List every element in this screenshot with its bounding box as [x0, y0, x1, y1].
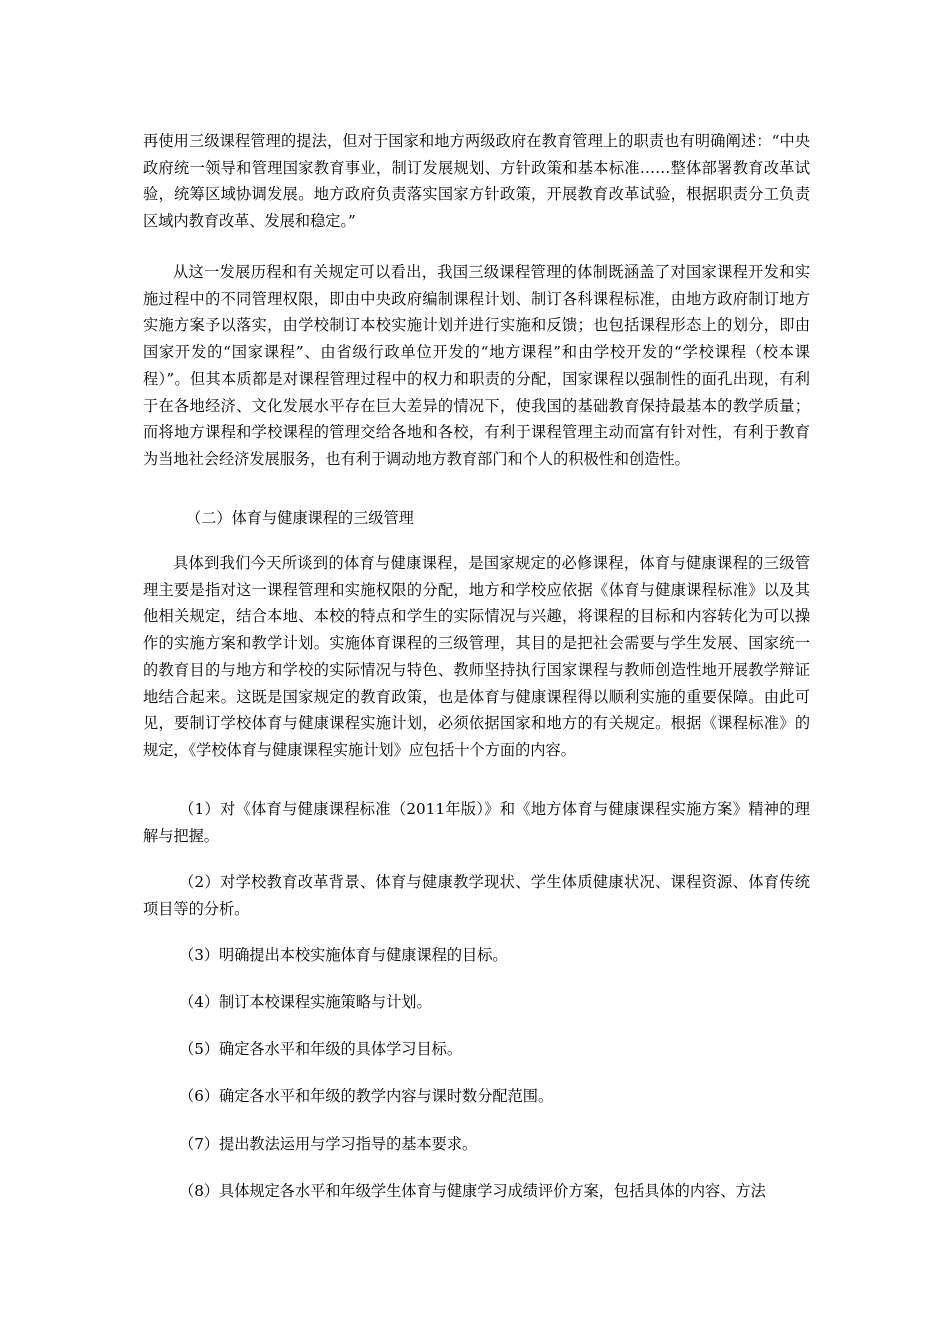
list-item: （7）提出教法运用与学习指导的基本要求。 [179, 1135, 478, 1153]
section-heading: （二）体育与健康课程的三级管理 [186, 509, 414, 527]
paragraph-pe-curriculum: 具体到我们今天所谈到的体育与健康课程，是国家规定的必修课程，体育与健康课程的三级管理主要是指对这一课程管理和实施权限的分配，地方和学校应依据《体育与健康课程标准》以及其他相关规定，结合本地、本校的特点和学生的实际情况与兴趣，将课程的目标和内容转化为可以操作的实施方案和教学计划。实施体育课程的三级管理，其目的是把社会需要与学生发展、国家统一的教育目的与地方和学校的实际情况与特色、教师坚持执行国家课程与教师创造性地开展教学辩证地结合起来。这既是国家规定的教育政策，也是体育与健康课程得以顺利实施的重要保障。由此可见，要制订学校体育与健康课程实施计划，必须依据国家和地方的有关规定。根据《课程标准》的规定，《学校体育与健康课程实施计划》应包括十个方面的内容。 [143, 554, 810, 759]
paragraph-continued: 再使用三级课程管理的提法，但对于国家和地方两级政府在教育管理上的职责也有明确阐述：“中央政府统一领导和管理国家教育事业，制订发展规划、方针政策和基本标准……整体部署教育改革试验，统筹区域协调发展。地方政府负责落实国家方针政策，开展教育改革试验，根据职责分工负责区域内教育改革、发展和稳定。” [143, 132, 810, 231]
list-item: （2）对学校教育改革背景、体育与健康教学现状、学生体质健康状况、课程资源、体育传统项目等的分析。 [143, 873, 810, 918]
list-item: （4）制订本校课程实施策略与计划。 [179, 993, 432, 1011]
list-item: （5）确定各水平和年级的具体学习目标。 [179, 1040, 463, 1058]
list-item: （8）具体规定各水平和年级学生体育与健康学习成绩评价方案，包括具体的内容、方法 [179, 1182, 766, 1200]
list-item: （6）确定各水平和年级的教学内容与课时数分配范围。 [179, 1087, 554, 1105]
list-item: （3）明确提出本校实施体育与健康课程的目标。 [179, 946, 508, 964]
paragraph-development-history: 从这一发展历程和有关规定可以看出，我国三级课程管理的体制既涵盖了对国家课程开发和实施过程中的不同管理权限，即由中央政府编制课程计划、制订各科课程标准，由地方政府制订地方实施方案予以落实，由学校制订本校实施计划并进行实施和反馈；也包括课程形态上的划分，即由国家开发的“国家课程”、由省级行政单位开发的“地方课程”和由学校开发的“学校课程（校本课程）”。但其本质都是对课程管理过程中的权力和职责的分配，国家课程以强制性的面孔出现，有利于在各地经济、文化发展水平存在巨大差异的情况下，使我国的基础教育保持最基本的教学质量；而将地方课程和学校课程的管理交给各地和各校，有利于课程管理主动而富有针对性，有利于教育为当地社会经济发展服务，也有利于调动地方教育部门和个人的积极性和创造性。 [143, 263, 810, 468]
list-item: （1）对《体育与健康课程标准（2011年版）》和《地方体育与健康课程实施方案》精神的理解与把握。 [143, 800, 810, 845]
